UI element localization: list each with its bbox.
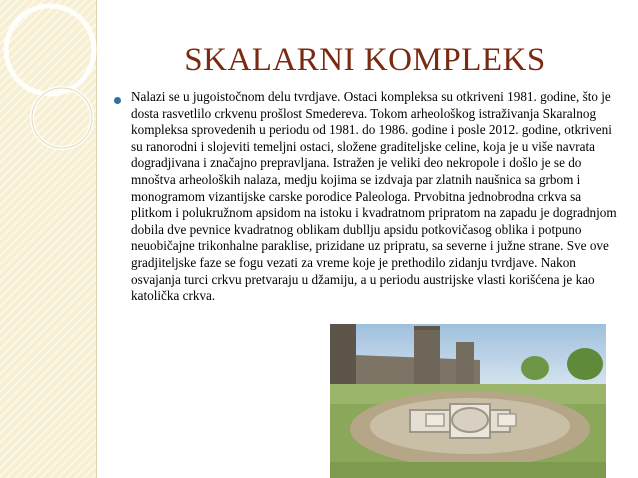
- photo-illustration: [330, 324, 606, 478]
- fortress-photo: [330, 324, 606, 478]
- body-paragraph: Nalazi se u jugoistočnom delu tvrdjave. Ostaci kompleksa su otkriveni 1981. godine, što je dosta rasvetlilo crkvenu prošlost Smedereva. Tokom arheološkog istraživanja Skaralnog kompleksa sprovedenih u periodu od 1981. do 1986. godine i posle 2012. godine, otkriveni su ranorodni i slojeviti temeljni ostaci, složene graditeljske celine, koja je u više navrata dogradjivana i značajno prepravljana. Istražen je veliki deo nekropole i došlo je se do mnoštva arheoloških nalaza, medju kojima se izdvaja par zlatnih naušnica sa grbom i monogramom vizantijske carske porodice Paleologa. Prvobitna jednobrodna crkva sa plitkom i polukružnom apsidom na istoku i kvadratnom pripratom na zapadu je dogradnjom dobila dve pevnice kvadratnog oblikam dubllju apsidu potkovičasog oblika i potpuno neuobičajne trikonhalne paraklise, prizidane uz pripratu, sa severne i južne strane. Sve ove gradjiteljske faze se fogu vezati za vreme koje je prethodilo zidanju tvrdjave. Nakon osvajanja turci crkvu pretvaraju u džamiju, a u periodu austrijske vlasti korišćena je kao katolička crkva.: [131, 89, 617, 304]
- bullet-point: [114, 97, 121, 104]
- slide-title: SKALARNI KOMPLEKS: [184, 42, 546, 78]
